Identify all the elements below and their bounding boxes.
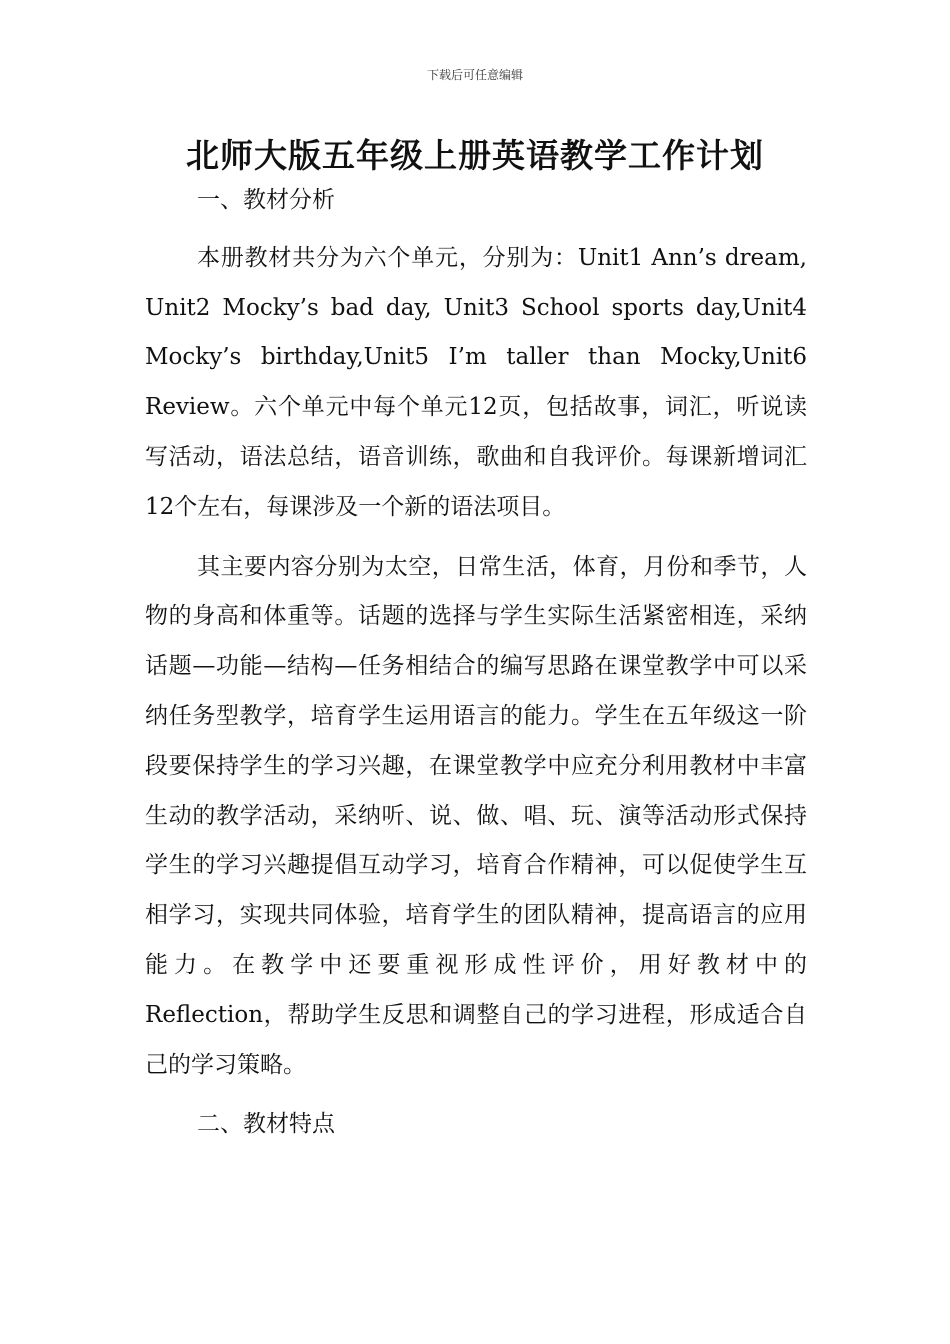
document-body (145, 176, 807, 1150)
section-heading-2: 二、教材特点 (197, 1111, 335, 1138)
paragraph-1: 本册教材共分为六个单元，分别为：Unit1 Ann’s dream, Unit2 Mocky’s bad day, Unit3 School sports day,Unit4 Mocky’s birthday,Unit5 I’m taller than Mocky,Unit6 Review。六个单元中每个单元12页，包括故事，词汇，听说读写活动，语法总结，语音训练，歌曲和自我评价。每课新增词汇12个左右，每课涉及一个新的语法项目。 (145, 244, 807, 520)
section-heading-1: 一、教材分析 (197, 187, 335, 213)
paragraph-2: 其主要内容分别为太空，日常生活，体育，月份和季节，人物的身高和体重等。话题的选择与学生实际生活紧密相连，采纳话题—功能—结构—任务相结合的编写思路在课堂教学中可以采纳任务型教学，培育学生运用语言的能力。学生在五年级这一阶段要保持学生的学习兴趣，在课堂教学中应充分利用教材中丰富生动的教学活动，采纳听、说、做、唱、玩、演等活动形式保持学生的学习兴趣提倡互动学习，培育合作精神，可以促使学生互相学习，实现共同体验，培育学生的团队精神，提高语言的应用能力。在教学中还要重视形成性评价，用好教材中的Reflection，帮助学生反思和调整自己的学习进程，形成适合自己的学习策略。 (145, 553, 807, 1078)
document-title: 北师大版五年级上册英语教学工作计划 (186, 136, 764, 175)
header-note: 下载后可任意编辑 (426, 68, 523, 82)
